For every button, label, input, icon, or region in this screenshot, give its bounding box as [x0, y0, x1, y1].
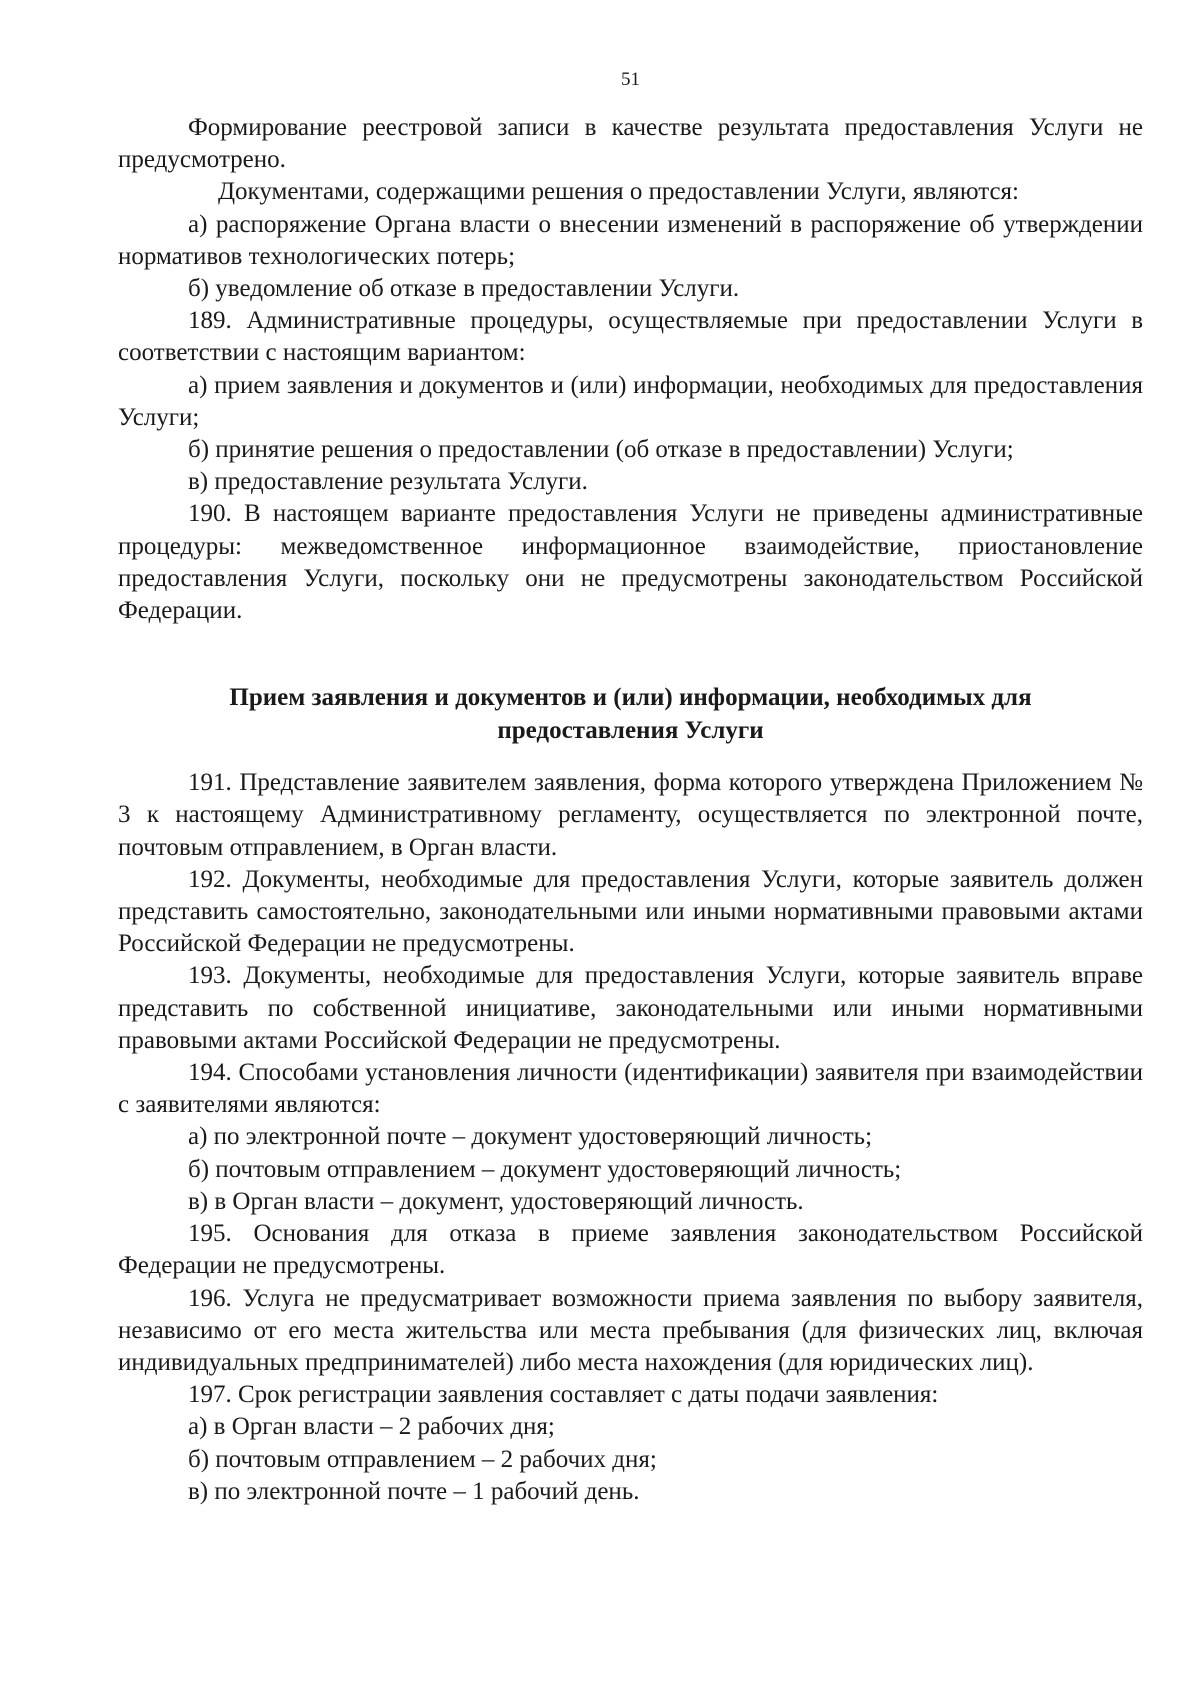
paragraph: Документами, содержащими решения о предоставлении Услуги, являются: — [218, 178, 1019, 206]
section-heading: Прием заявления и документов и (или) информации, необходимых для предоставления Услуги — [229, 684, 1032, 745]
list-item: а) распоряжение Органа власти о внесении изменений в распоряжение об утверждении нормативов технологических потерь; — [118, 210, 1143, 270]
list-item: в) в Орган власти – документ, удостоверяющий личность. — [188, 1187, 804, 1215]
list-item: б) уведомление об отказе в предоставлении Услуги. — [188, 275, 740, 303]
list-item: б) принятие решения о предоставлении (об отказе в предоставлении) Услуги; — [188, 436, 1014, 464]
paragraph-192: 192. Документы, необходимые для предоставления Услуги, которые заявитель должен представить самостоятельно, законодательными или иными нормативными правовыми актами Российской Федерации не предусмотрены. — [118, 865, 1143, 958]
paragraph-197: 197. Срок регистрации заявления составляет с даты подачи заявления: — [188, 1381, 939, 1409]
list-item: а) по электронной почте – документ удостоверяющий личность; — [188, 1123, 873, 1151]
paragraph: Формирование реестровой записи в качестве результата предоставления Услуги не предусмотрено. — [118, 114, 1143, 174]
paragraph-191: 191. Представление заявителем заявления, форма которого утверждена Приложением № 3 к настоящему Административному регламенту, осуществляется по электронной почте, почтовым отправлением, в Орган власти. — [118, 769, 1143, 861]
paragraph-194: 194. Способами установления личности (идентификации) заявителя при взаимодействии с заявителями являются: — [118, 1059, 1143, 1119]
paragraph-189: 189. Административные процедуры, осуществляемые при предоставлении Услуги в соответствии с настоящим вариантом: — [118, 307, 1143, 367]
list-item: б) почтовым отправлением – 2 рабочих дня; — [188, 1445, 657, 1473]
list-item: а) в Орган власти – 2 рабочих дня; — [188, 1413, 555, 1441]
paragraph-193: 193. Документы, необходимые для предоставления Услуги, которые заявитель вправе представить по собственной инициативе, законодательными или иными нормативными правовыми актами Российской Федерации не предусмотрены. — [118, 962, 1143, 1054]
list-item: б) почтовым отправлением – документ удостоверяющий личность; — [188, 1155, 902, 1183]
list-item: в) по электронной почте – 1 рабочий день. — [188, 1477, 640, 1505]
page-number: 51 — [621, 69, 640, 90]
document-page — [118, 68, 1143, 1508]
section-results — [118, 112, 1143, 627]
list-item: а) прием заявления и документов и (или) информации, необходимых для предоставления Услуги; — [118, 371, 1143, 431]
section-application — [118, 767, 1143, 1508]
paragraph-195: 195. Основания для отказа в приеме заявления законодательством Российской Федерации не предусмотрены. — [118, 1220, 1143, 1280]
paragraph-190: 190. В настоящем варианте предоставления Услуги не приведены административные процедуры: межведомственное информационное взаимодействие, приостановление предоставления Услуги, поскольку они не предусмотрены законодательством Российской Федерации. — [118, 500, 1143, 625]
list-item: в) предоставление результата Услуги. — [188, 468, 588, 496]
paragraph-196: 196. Услуга не предусматривает возможности приема заявления по выбору заявителя, независимо от его места жительства или места пребывания (для физических лиц, включая индивидуальных предпринимателей) либо места нахождения (для юридических лиц). — [118, 1284, 1143, 1376]
